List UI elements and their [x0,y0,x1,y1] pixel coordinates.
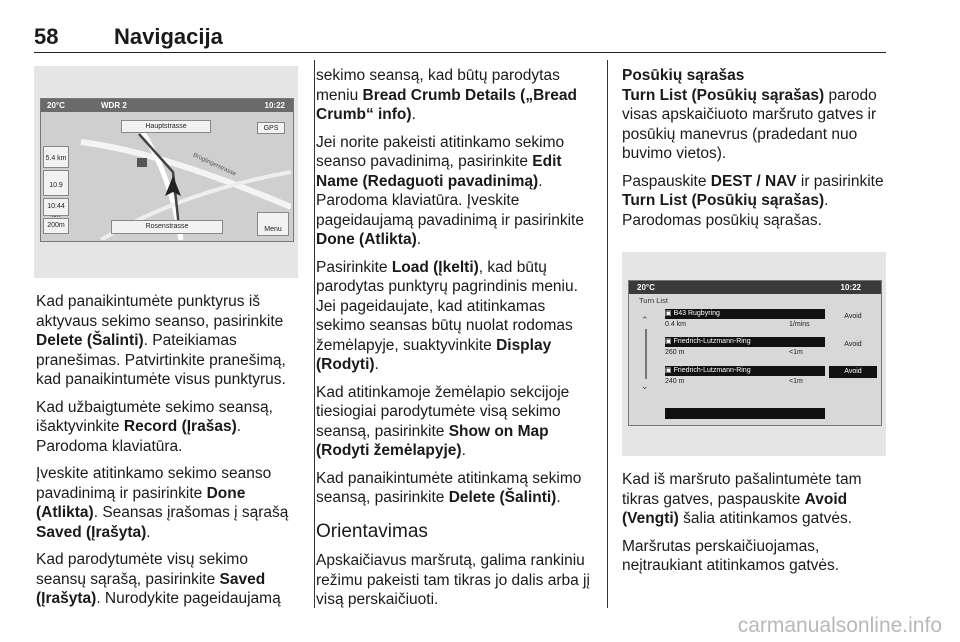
destination-row[interactable] [665,408,825,419]
page-title: Navigacija [114,24,223,49]
turn-row-time: 1/mins [789,321,810,328]
turn-arrow-icon: ▣ [665,367,674,374]
turn-list-title: Turn List [639,296,668,305]
turn-row-street[interactable]: ▣ B43 Rugbyring [665,309,825,319]
map-screen [40,98,294,242]
turn-row-street[interactable]: ▣ Friedrich-Lutzmann-Ring [665,366,825,376]
column-divider [314,60,315,608]
turn-arrow-icon: ▣ [665,338,674,345]
destination-distance: 10.9 [43,170,69,196]
road-label: Brüglingerstrasse [191,152,237,178]
temperature: 20°C [637,283,655,292]
status-bar [41,99,293,112]
turn-row-time: <1m [789,349,803,356]
temperature: 20°C [47,101,65,110]
turn-row-distance: 260 m [665,349,685,356]
scrollbar[interactable] [645,329,647,379]
paragraph: Įveskite atitinkamo sekimo seanso pavadinimą ir pasirinkite Done (Atlikta). Seansas įrašomas į sąrašą Saved (Įrašyta). [36,465,289,541]
next-turn-distance: 5.4 km [43,146,69,168]
map-screenshot-figure [34,66,298,278]
paragraph: Apskaičiavus maršrutą, galima rankiniu režimu pakeisti tam tikras jo dalis arba jį visą perskaičiuoti. [316,552,590,608]
watermark: carmanualsonline.info [737,614,942,637]
paragraph: Paspauskite DEST / NAV ir pasirinkite Turn List (Posūkių sąrašas). Parodomas posūkių sąrašas. [622,172,884,229]
turn-list-screen [628,280,882,426]
avoid-button-selected[interactable]: Avoid [829,366,877,378]
clock: 10:22 [264,101,285,110]
clock: 10:22 [840,283,861,292]
turn-arrow-icon: ▣ [665,310,674,317]
page-number: 58 [34,24,59,49]
turn-list-screenshot-figure [622,252,886,456]
radio-station: WDR 2 [101,101,127,110]
text-column-1 [36,292,298,617]
turn-row-distance: 240 m [665,378,685,385]
avoid-button[interactable]: Avoid [844,341,862,348]
map-scale: 200m [43,218,69,234]
paragraph: Kad panaikintumėte atitinkamą sekimo seansą, pasirinkite Delete (Šalinti). [316,469,582,506]
status-bar [629,281,881,294]
page-header [34,18,886,53]
text-column-3-lower [622,470,890,584]
paragraph: Kad atitinkamoje žemėlapio sekcijoje tiesiogiai parodytumėte visą sekimo seansą, pasirinkite Show on Map (Rodyti žemėlapyje). [316,383,570,459]
map-area[interactable] [41,112,293,241]
arrival-time: 10:44 [43,198,69,216]
menu-button[interactable]: Menu [257,212,289,236]
gps-indicator: GPS [257,122,285,134]
subsection-heading: Posūkių sąrašas [622,67,745,84]
scroll-down-icon[interactable]: ⌄ [641,381,649,391]
column-divider [607,60,608,608]
avoid-button[interactable]: Avoid [844,313,862,320]
paragraph: Kad iš maršruto pašalintumėte tam tikras gatves, paspauskite Avoid (Vengti) šalia atitinkamos gatvės. [622,471,862,527]
next-street-box: Rosenstrasse [111,220,223,234]
paragraph: Kad panaikintumėte punktyrus iš aktyvaus sekimo seanso, pasirinkite Delete (Šalinti). Pateikiamas pranešimas. Patvirtinkite pranešimą, kad panaikintumėte visus punktyrus. [36,293,286,388]
paragraph: Kad užbaigtumėte sekimo seansą, išaktyvinkite Record (Įrašas). Parodoma klaviatūra. [36,398,273,455]
paragraph: Kad parodytumėte visų sekimo seansų sąrašą, pasirinkite Saved (Įrašyta). Nurodykite pageidaujamą [36,551,281,607]
paragraph: Maršrutas perskaičiuojamas, neįtraukiant atitinkamos gatvės. [622,537,840,574]
paragraph: sekimo seansą, kad būtų parodytas meniu Bread Crumb Details („Bread Crumb“ info). [316,67,578,123]
turn-row-time: <1m [789,378,803,385]
section-heading: Orientavimas [316,520,428,542]
scroll-up-icon[interactable]: ⌃ [641,315,649,325]
turn-row-distance: 0.4 km [665,321,687,328]
text-column-3 [622,66,890,238]
text-column-2 [316,66,596,618]
paragraph: Jei norite pakeisti atitinkamo sekimo seanso pavadinimą, pasirinkite Edit Name (Redaguoti pavadinimą). Parodoma klaviatūra. Įveskite pageidaujamą pavadinimą ir pasirinkite Done (Atlikta). [316,133,584,248]
paragraph: Pasirinkite Load (Įkelti), kad būtų parodytas punktyrų pagrindinis meniu. Jei pageidaujate, kad atitinkamas sekimo seansas būtų nuolat rodomas žemėlapyje, suaktyvinkite Display (Rodyti). [316,258,578,373]
current-street-box: Hauptstrasse [121,120,211,133]
paragraph: Turn List (Posūkių sąrašas) parodo visas apskaičiuoto maršruto gatves ir posūkių manevrus (pradedant nuo buvimo vietos). [622,86,877,162]
turn-row-street[interactable]: ▣ Friedrich-Lutzmann-Ring [665,337,825,347]
